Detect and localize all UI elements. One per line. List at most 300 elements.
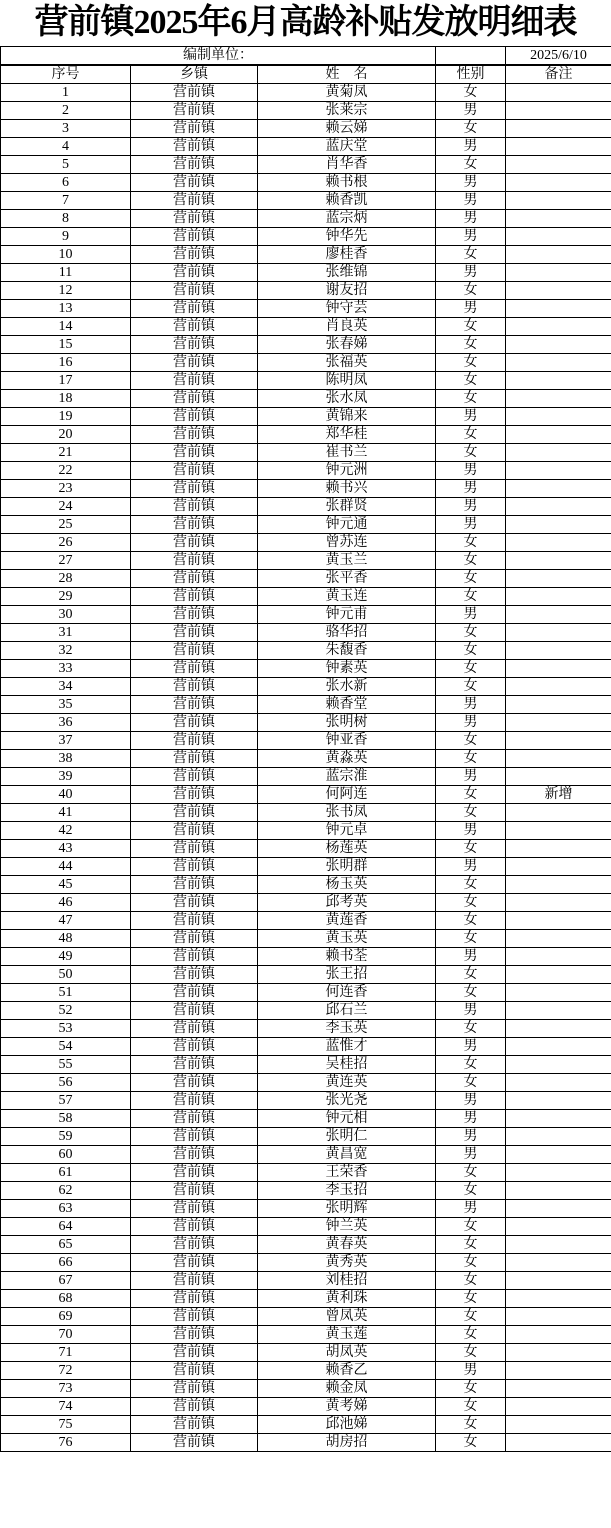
- table-row: [1, 660, 611, 678]
- cell-name: 黄玉莲: [258, 1326, 436, 1344]
- cell-seq: 24: [1, 498, 131, 516]
- table-row: [1, 804, 611, 822]
- cell-seq: 75: [1, 1416, 131, 1434]
- header-remark: 备注: [506, 65, 611, 84]
- cell-remark: [506, 1200, 611, 1218]
- cell-name: 廖桂香: [258, 246, 436, 264]
- table-row: [1, 678, 611, 696]
- cell-name: 黄考娣: [258, 1398, 436, 1416]
- cell-town: 营前镇: [131, 840, 258, 858]
- table-row: [1, 1128, 611, 1146]
- cell-town: 营前镇: [131, 84, 258, 102]
- cell-seq: 32: [1, 642, 131, 660]
- cell-remark: [506, 1128, 611, 1146]
- cell-town: 营前镇: [131, 1092, 258, 1110]
- cell-remark: [506, 1398, 611, 1416]
- prepared-by-label: 编制单位：: [1, 47, 436, 66]
- table-row: [1, 552, 611, 570]
- cell-town: 营前镇: [131, 912, 258, 930]
- cell-gender: 女: [436, 120, 506, 138]
- cell-seq: 49: [1, 948, 131, 966]
- cell-name: 肖华香: [258, 156, 436, 174]
- cell-town: 营前镇: [131, 984, 258, 1002]
- table-row: [1, 894, 611, 912]
- cell-name: 张王招: [258, 966, 436, 984]
- cell-town: 营前镇: [131, 444, 258, 462]
- cell-gender: 男: [436, 714, 506, 732]
- cell-name: 赖香凯: [258, 192, 436, 210]
- header-town: 乡镇: [131, 65, 258, 84]
- cell-seq: 58: [1, 1110, 131, 1128]
- cell-gender: 女: [436, 984, 506, 1002]
- table-row: [1, 786, 611, 804]
- cell-seq: 65: [1, 1236, 131, 1254]
- cell-remark: [506, 1092, 611, 1110]
- cell-remark: [506, 804, 611, 822]
- cell-town: 营前镇: [131, 1254, 258, 1272]
- table-row: [1, 732, 611, 750]
- cell-gender: 男: [436, 174, 506, 192]
- cell-town: 营前镇: [131, 804, 258, 822]
- cell-remark: [506, 822, 611, 840]
- cell-remark: [506, 480, 611, 498]
- cell-name: 张福英: [258, 354, 436, 372]
- cell-remark: [506, 552, 611, 570]
- cell-remark: [506, 768, 611, 786]
- cell-seq: 72: [1, 1362, 131, 1380]
- page-title: 营前镇2025年6月高龄补贴发放明细表: [34, 4, 577, 41]
- cell-name: 张水新: [258, 678, 436, 696]
- cell-seq: 59: [1, 1128, 131, 1146]
- table-row: [1, 1380, 611, 1398]
- cell-remark: [506, 300, 611, 318]
- table-row: [1, 984, 611, 1002]
- cell-gender: 女: [436, 1272, 506, 1290]
- table-row: [1, 210, 611, 228]
- table-row: [1, 462, 611, 480]
- cell-gender: 男: [436, 1362, 506, 1380]
- cell-town: 营前镇: [131, 300, 258, 318]
- table-row: [1, 1020, 611, 1038]
- table-row: [1, 174, 611, 192]
- table-row: [1, 876, 611, 894]
- cell-remark: [506, 1344, 611, 1362]
- cell-name: 崔书兰: [258, 444, 436, 462]
- cell-town: 营前镇: [131, 1362, 258, 1380]
- cell-name: 钟元卓: [258, 822, 436, 840]
- cell-gender: 男: [436, 480, 506, 498]
- cell-remark: [506, 84, 611, 102]
- cell-remark: [506, 498, 611, 516]
- cell-name: 黄连英: [258, 1074, 436, 1092]
- cell-remark: [506, 876, 611, 894]
- cell-gender: 女: [436, 642, 506, 660]
- table-row: [1, 318, 611, 336]
- cell-town: 营前镇: [131, 894, 258, 912]
- cell-remark: [506, 336, 611, 354]
- table-row: [1, 498, 611, 516]
- table-row: [1, 1362, 611, 1380]
- cell-seq: 45: [1, 876, 131, 894]
- cell-name: 黄玉兰: [258, 552, 436, 570]
- cell-seq: 43: [1, 840, 131, 858]
- cell-name: 蓝宗炳: [258, 210, 436, 228]
- subsidy-table: [0, 46, 611, 1452]
- cell-name: 张明辉: [258, 1200, 436, 1218]
- cell-remark: [506, 228, 611, 246]
- cell-remark: [506, 1164, 611, 1182]
- cell-name: 张群贤: [258, 498, 436, 516]
- cell-gender: 男: [436, 1038, 506, 1056]
- cell-seq: 5: [1, 156, 131, 174]
- table-row: [1, 624, 611, 642]
- cell-gender: 女: [436, 1344, 506, 1362]
- table-row: [1, 480, 611, 498]
- cell-gender: 男: [436, 1092, 506, 1110]
- table-row: [1, 1074, 611, 1092]
- cell-remark: [506, 318, 611, 336]
- cell-name: 张莱宗: [258, 102, 436, 120]
- cell-seq: 61: [1, 1164, 131, 1182]
- cell-remark: [506, 1110, 611, 1128]
- cell-name: 赖香堂: [258, 696, 436, 714]
- cell-seq: 39: [1, 768, 131, 786]
- cell-seq: 57: [1, 1092, 131, 1110]
- cell-remark: [506, 678, 611, 696]
- cell-seq: 38: [1, 750, 131, 768]
- table-row: [1, 372, 611, 390]
- cell-remark: [506, 282, 611, 300]
- cell-seq: 74: [1, 1398, 131, 1416]
- cell-gender: 女: [436, 1164, 506, 1182]
- cell-gender: 女: [436, 1074, 506, 1092]
- table-row: [1, 246, 611, 264]
- cell-town: 营前镇: [131, 282, 258, 300]
- cell-gender: 女: [436, 336, 506, 354]
- cell-seq: 56: [1, 1074, 131, 1092]
- cell-town: 营前镇: [131, 930, 258, 948]
- cell-seq: 2: [1, 102, 131, 120]
- cell-gender: 男: [436, 1200, 506, 1218]
- cell-seq: 40: [1, 786, 131, 804]
- cell-town: 营前镇: [131, 246, 258, 264]
- cell-name: 赖书兴: [258, 480, 436, 498]
- cell-town: 营前镇: [131, 1200, 258, 1218]
- cell-name: 何连香: [258, 984, 436, 1002]
- cell-gender: 男: [436, 138, 506, 156]
- table-row: [1, 300, 611, 318]
- cell-remark: [506, 1380, 611, 1398]
- cell-name: 黄玉连: [258, 588, 436, 606]
- cell-remark: [506, 1362, 611, 1380]
- cell-gender: 女: [436, 552, 506, 570]
- cell-remark: [506, 1326, 611, 1344]
- cell-town: 营前镇: [131, 552, 258, 570]
- cell-seq: 63: [1, 1200, 131, 1218]
- table-row: [1, 570, 611, 588]
- cell-gender: 男: [436, 102, 506, 120]
- table-row: [1, 120, 611, 138]
- table-row: [1, 1254, 611, 1272]
- table-row: [1, 642, 611, 660]
- cell-town: 营前镇: [131, 264, 258, 282]
- cell-name: 张春娣: [258, 336, 436, 354]
- cell-seq: 29: [1, 588, 131, 606]
- cell-town: 营前镇: [131, 336, 258, 354]
- cell-seq: 33: [1, 660, 131, 678]
- cell-seq: 52: [1, 1002, 131, 1020]
- cell-seq: 4: [1, 138, 131, 156]
- cell-gender: 女: [436, 1254, 506, 1272]
- cell-town: 营前镇: [131, 624, 258, 642]
- table-row: [1, 102, 611, 120]
- cell-town: 营前镇: [131, 1398, 258, 1416]
- cell-seq: 25: [1, 516, 131, 534]
- cell-seq: 48: [1, 930, 131, 948]
- cell-remark: [506, 156, 611, 174]
- table-row: [1, 840, 611, 858]
- cell-name: 陈明凤: [258, 372, 436, 390]
- cell-remark: [506, 966, 611, 984]
- cell-remark: [506, 660, 611, 678]
- cell-seq: 51: [1, 984, 131, 1002]
- table-row: [1, 1272, 611, 1290]
- cell-name: 黄菊凤: [258, 84, 436, 102]
- cell-gender: 女: [436, 318, 506, 336]
- table-row: [1, 1344, 611, 1362]
- cell-town: 营前镇: [131, 750, 258, 768]
- cell-remark: [506, 570, 611, 588]
- cell-remark: [506, 1434, 611, 1452]
- cell-town: 营前镇: [131, 192, 258, 210]
- cell-town: 营前镇: [131, 1326, 258, 1344]
- cell-gender: 女: [436, 1326, 506, 1344]
- cell-remark: [506, 264, 611, 282]
- table-row: [1, 192, 611, 210]
- cell-town: 营前镇: [131, 696, 258, 714]
- cell-town: 营前镇: [131, 732, 258, 750]
- table-row: [1, 750, 611, 768]
- cell-gender: 男: [436, 192, 506, 210]
- cell-name: 曾凤英: [258, 1308, 436, 1326]
- cell-gender: 女: [436, 660, 506, 678]
- cell-town: 营前镇: [131, 1218, 258, 1236]
- cell-seq: 76: [1, 1434, 131, 1452]
- cell-gender: 女: [436, 354, 506, 372]
- cell-seq: 34: [1, 678, 131, 696]
- cell-town: 营前镇: [131, 1182, 258, 1200]
- cell-name: 李玉招: [258, 1182, 436, 1200]
- cell-town: 营前镇: [131, 948, 258, 966]
- cell-seq: 21: [1, 444, 131, 462]
- cell-name: 钟素英: [258, 660, 436, 678]
- table-row: [1, 1398, 611, 1416]
- cell-seq: 66: [1, 1254, 131, 1272]
- cell-town: 营前镇: [131, 1380, 258, 1398]
- cell-town: 营前镇: [131, 1344, 258, 1362]
- cell-town: 营前镇: [131, 660, 258, 678]
- cell-town: 营前镇: [131, 1434, 258, 1452]
- cell-seq: 68: [1, 1290, 131, 1308]
- cell-name: 赖书根: [258, 174, 436, 192]
- cell-seq: 46: [1, 894, 131, 912]
- cell-town: 营前镇: [131, 498, 258, 516]
- cell-town: 营前镇: [131, 1164, 258, 1182]
- table-row: [1, 1164, 611, 1182]
- cell-remark: [506, 714, 611, 732]
- cell-gender: 男: [436, 1128, 506, 1146]
- cell-name: 邱考英: [258, 894, 436, 912]
- cell-town: 营前镇: [131, 390, 258, 408]
- cell-name: 赖书荃: [258, 948, 436, 966]
- cell-name: 骆华招: [258, 624, 436, 642]
- cell-town: 营前镇: [131, 822, 258, 840]
- cell-town: 营前镇: [131, 480, 258, 498]
- cell-gender: 女: [436, 1398, 506, 1416]
- table-row: [1, 696, 611, 714]
- cell-gender: 女: [436, 804, 506, 822]
- cell-name: 黄玉英: [258, 930, 436, 948]
- cell-name: 赖云娣: [258, 120, 436, 138]
- cell-seq: 18: [1, 390, 131, 408]
- header-gender: 性别: [436, 65, 506, 84]
- table-row: [1, 1218, 611, 1236]
- table-row: [1, 228, 611, 246]
- cell-town: 营前镇: [131, 120, 258, 138]
- table-row: [1, 858, 611, 876]
- cell-name: 胡房招: [258, 1434, 436, 1452]
- cell-remark: [506, 1290, 611, 1308]
- cell-gender: 男: [436, 696, 506, 714]
- cell-gender: 男: [436, 498, 506, 516]
- cell-name: 胡凤英: [258, 1344, 436, 1362]
- cell-town: 营前镇: [131, 642, 258, 660]
- cell-remark: [506, 984, 611, 1002]
- cell-gender: 女: [436, 732, 506, 750]
- cell-town: 营前镇: [131, 1416, 258, 1434]
- cell-remark: [506, 588, 611, 606]
- cell-name: 张明仁: [258, 1128, 436, 1146]
- cell-name: 蓝庆堂: [258, 138, 436, 156]
- cell-seq: 27: [1, 552, 131, 570]
- cell-name: 蓝宗淮: [258, 768, 436, 786]
- cell-remark: [506, 1074, 611, 1092]
- cell-gender: 男: [436, 516, 506, 534]
- cell-gender: 男: [436, 300, 506, 318]
- cell-remark: [506, 516, 611, 534]
- table-row: [1, 1290, 611, 1308]
- cell-seq: 22: [1, 462, 131, 480]
- cell-seq: 6: [1, 174, 131, 192]
- cell-gender: 女: [436, 786, 506, 804]
- cell-seq: 62: [1, 1182, 131, 1200]
- cell-name: 张明树: [258, 714, 436, 732]
- table-row: [1, 390, 611, 408]
- cell-seq: 1: [1, 84, 131, 102]
- cell-name: 钟元相: [258, 1110, 436, 1128]
- cell-town: 营前镇: [131, 768, 258, 786]
- cell-seq: 14: [1, 318, 131, 336]
- cell-remark: 新增: [506, 786, 611, 804]
- cell-remark: [506, 1254, 611, 1272]
- cell-name: 钟元甫: [258, 606, 436, 624]
- table-row: [1, 156, 611, 174]
- cell-gender: 女: [436, 678, 506, 696]
- cell-gender: 女: [436, 930, 506, 948]
- cell-remark: [506, 840, 611, 858]
- cell-town: 营前镇: [131, 102, 258, 120]
- cell-gender: 男: [436, 210, 506, 228]
- cell-seq: 71: [1, 1344, 131, 1362]
- cell-name: 钟兰英: [258, 1218, 436, 1236]
- cell-town: 营前镇: [131, 210, 258, 228]
- cell-name: 黄春英: [258, 1236, 436, 1254]
- cell-gender: 女: [436, 1020, 506, 1038]
- cell-seq: 60: [1, 1146, 131, 1164]
- cell-gender: 男: [436, 606, 506, 624]
- cell-remark: [506, 1182, 611, 1200]
- cell-name: 杨莲英: [258, 840, 436, 858]
- cell-seq: 19: [1, 408, 131, 426]
- cell-town: 营前镇: [131, 156, 258, 174]
- cell-town: 营前镇: [131, 1056, 258, 1074]
- cell-seq: 37: [1, 732, 131, 750]
- cell-name: 黄利珠: [258, 1290, 436, 1308]
- cell-name: 黄秀英: [258, 1254, 436, 1272]
- cell-name: 何阿连: [258, 786, 436, 804]
- cell-town: 营前镇: [131, 462, 258, 480]
- cell-seq: 16: [1, 354, 131, 372]
- cell-remark: [506, 1038, 611, 1056]
- cell-remark: [506, 894, 611, 912]
- cell-town: 营前镇: [131, 354, 258, 372]
- table-row: [1, 588, 611, 606]
- cell-gender: 男: [436, 462, 506, 480]
- cell-town: 营前镇: [131, 966, 258, 984]
- meta-row: [1, 47, 611, 66]
- cell-seq: 73: [1, 1380, 131, 1398]
- cell-name: 黄莲香: [258, 912, 436, 930]
- cell-name: 张平香: [258, 570, 436, 588]
- cell-seq: 9: [1, 228, 131, 246]
- cell-name: 赖金凤: [258, 1380, 436, 1398]
- cell-town: 营前镇: [131, 1290, 258, 1308]
- cell-seq: 36: [1, 714, 131, 732]
- cell-name: 黄锦来: [258, 408, 436, 426]
- cell-remark: [506, 192, 611, 210]
- cell-seq: 64: [1, 1218, 131, 1236]
- cell-remark: [506, 1056, 611, 1074]
- cell-gender: 女: [436, 246, 506, 264]
- cell-town: 营前镇: [131, 228, 258, 246]
- cell-remark: [506, 1218, 611, 1236]
- cell-name: 李玉英: [258, 1020, 436, 1038]
- cell-remark: [506, 372, 611, 390]
- cell-seq: 50: [1, 966, 131, 984]
- table-row: [1, 84, 611, 102]
- cell-town: 营前镇: [131, 534, 258, 552]
- cell-town: 营前镇: [131, 570, 258, 588]
- cell-town: 营前镇: [131, 606, 258, 624]
- cell-gender: 女: [436, 966, 506, 984]
- cell-remark: [506, 606, 611, 624]
- cell-seq: 67: [1, 1272, 131, 1290]
- cell-remark: [506, 1002, 611, 1020]
- table-row: [1, 534, 611, 552]
- cell-name: 钟华先: [258, 228, 436, 246]
- cell-name: 钟元洲: [258, 462, 436, 480]
- cell-gender: 女: [436, 156, 506, 174]
